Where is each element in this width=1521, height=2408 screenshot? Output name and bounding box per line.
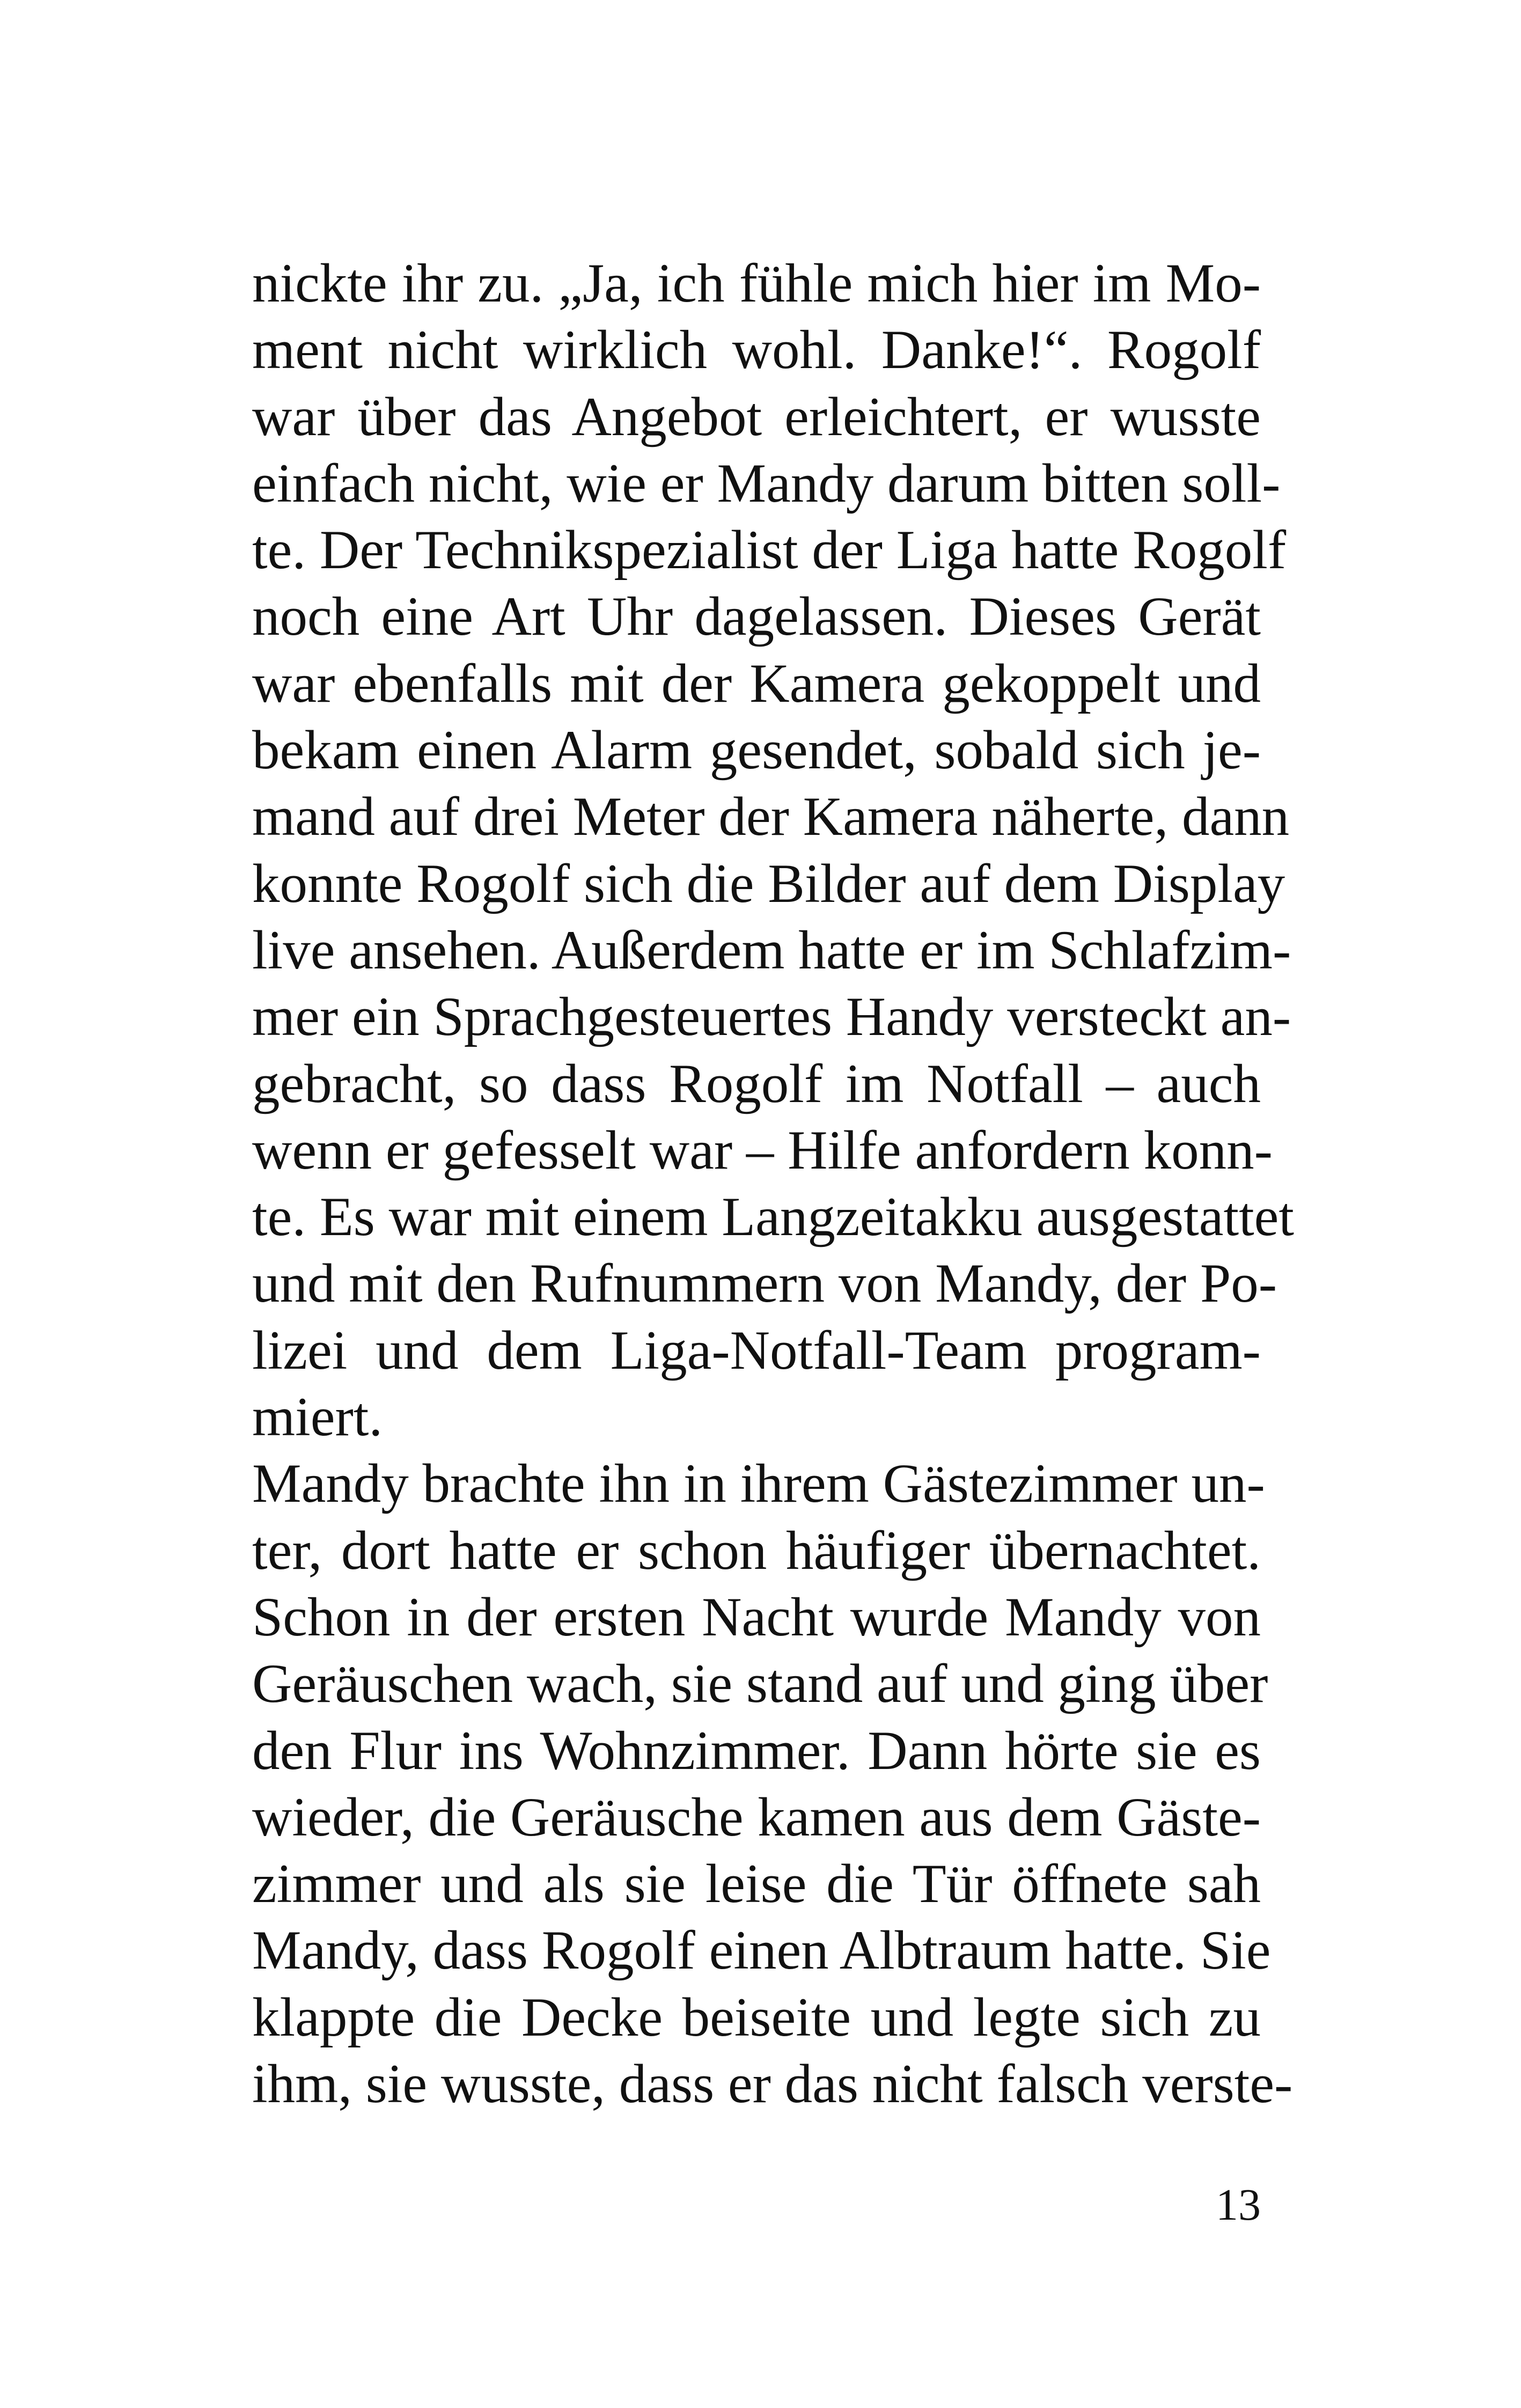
text-line: war über das Angebot erleichtert, er wusste (252, 386, 1261, 447)
text-line: miert. (252, 1386, 383, 1448)
text-line: wieder, die Geräusche kamen aus dem Gäste- (252, 1786, 1261, 1848)
text-line: te. Der Technikspezialist der Liga hatte Rogolf (252, 519, 1287, 581)
text-line: gebracht, so dass Rogolf im Notfall – auch (252, 1053, 1261, 1114)
page-number: 13 (1216, 2180, 1261, 2230)
text-line: live ansehen. Außerdem hatte er im Schlafzim- (252, 919, 1291, 981)
text-line: zimmer und als sie leise die Tür öffnete sah (252, 1853, 1261, 1915)
body-text (252, 250, 1295, 2117)
text-line: lizei und dem Liga-Notfall-Team program- (252, 1319, 1261, 1381)
text-line: mer ein Sprachgesteuertes Handy versteckt an- (252, 986, 1291, 1048)
text-line: klappte die Decke beiseite und legte sich zu (252, 1986, 1261, 2048)
text-line: ter, dort hatte er schon häufiger übernachtet. (252, 1519, 1261, 1581)
text-line: einfach nicht, wie er Mandy darum bitten soll- (252, 452, 1281, 514)
text-line: war ebenfalls mit der Kamera gekoppelt und (252, 652, 1261, 714)
text-line: mand auf drei Meter der Kamera näherte, dann (252, 786, 1290, 848)
text-line: und mit den Rufnummern von Mandy, der Po- (252, 1253, 1277, 1315)
text-line: ment nicht wirklich wohl. Danke!“. Rogolf (252, 319, 1261, 381)
text-line: den Flur ins Wohnzimmer. Dann hörte sie es (252, 1720, 1261, 1781)
text-line: noch eine Art Uhr dagelassen. Dieses Gerät (252, 586, 1261, 648)
text-line: Mandy brachte ihn in ihrem Gästezimmer un- (252, 1453, 1265, 1515)
text-line: te. Es war mit einem Langzeitakku ausgestattet (252, 1186, 1295, 1248)
text-line: Schon in der ersten Nacht wurde Mandy von (252, 1586, 1261, 1648)
text-line: wenn er gefesselt war – Hilfe anfordern konn- (252, 1119, 1273, 1181)
text-line: nickte ihr zu. „Ja, ich fühle mich hier im Mo- (252, 253, 1261, 314)
text-line: konnte Rogolf sich die Bilder auf dem Display (252, 853, 1285, 914)
text-line: Mandy, dass Rogolf einen Albtraum hatte. Sie (252, 1920, 1271, 1981)
text-line: Geräuschen wach, sie stand auf und ging über (252, 1653, 1268, 1715)
text-line: bekam einen Alarm gesendet, sobald sich je- (252, 720, 1261, 781)
text-line: ihm, sie wusste, dass er das nicht falsch verste- (252, 2053, 1293, 2115)
